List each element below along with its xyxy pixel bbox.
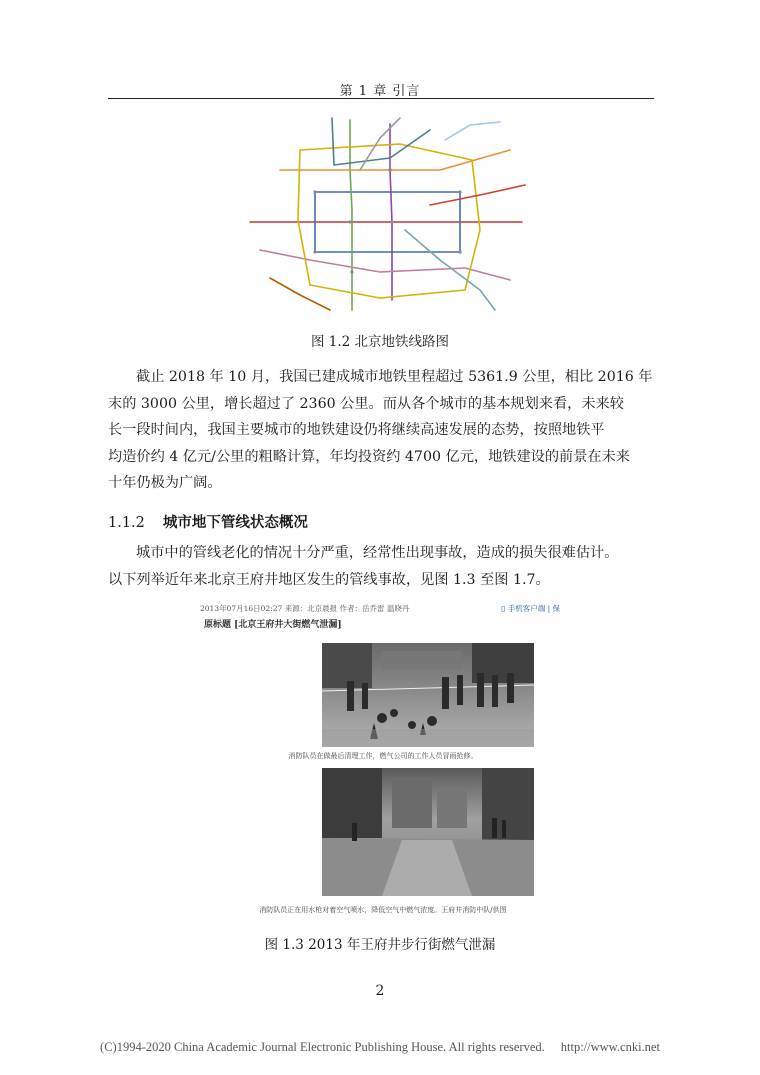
paragraph-pipeline-status — [108, 540, 654, 593]
paragraph-line: 城市中的管线老化的情况十分严重，经常性出现事故，造成的损失很难估计。 — [136, 545, 619, 561]
mobile-client-link — [501, 603, 560, 614]
news-original-title: 原标题 [北京王府井大街燃气泄漏] — [204, 620, 342, 630]
paragraph-line: 以下列举近年来北京王府井地区发生的管线事故，见图 1.3 至图 1.7。 — [108, 571, 550, 588]
section-title: 城市地下管线状态概况 — [162, 515, 308, 531]
footer-url[interactable]: http://www.cnki.net — [560, 1040, 660, 1054]
footer-copyright: (C)1994-2020 China Academic Journal Electronic Publishing House. All rights reserved. — [100, 1040, 545, 1054]
page-number: 2 — [375, 983, 385, 999]
beijing-subway-map-image — [240, 110, 530, 315]
news-meta — [200, 603, 566, 614]
gas-leak-cleanup-photo — [322, 643, 534, 747]
street-water-spray-photo — [322, 768, 534, 896]
paragraph-line: 末的 3000 公里，增长超过了 2360 公里。而从各个城市的基本规划来看，未来较 — [108, 395, 624, 412]
running-header: 第 1 章 引言 — [339, 84, 421, 99]
photo1-caption: 消防队员在做最后清理工作，燃气公司的工作人员冒雨抢修。 — [288, 752, 478, 760]
figure-1-3-caption: 图 1.3 2013 年王府井步行街燃气泄漏 — [264, 937, 496, 953]
paragraph-line: 截止 2018 年 10 月，我国已建成城市地铁里程超过 5361.9 公里，相比 2016 年 — [136, 369, 653, 385]
header-rule — [108, 98, 654, 99]
news-meta-text: 2013年07月16日02:27 来源：北京晨报 作者：岳乔雷 温晓丹 — [200, 604, 410, 613]
paragraph-line: 十年仍极为广阔。 — [108, 475, 222, 491]
paragraph-line: 均造价约 4 亿元/公里的粗略计算，年均投资约 4700 亿元，地铁建设的前景在未来 — [108, 448, 630, 465]
photo2-caption: 消防队员正在用水枪对着空气喷水，降低空气中燃气浓度。王府井消防中队/供图 — [259, 906, 507, 914]
news-clipping-figure — [200, 603, 566, 925]
section-number: 1.1.2 — [108, 515, 145, 531]
mobile-client-label: 手机客户端 | 保 — [507, 604, 560, 613]
cnki-footer — [0, 1040, 760, 1055]
phone-icon: ▯ — [501, 604, 506, 613]
paragraph-line: 长一段时间内，我国主要城市的地铁建设仍将继续高速发展的态势，按照地铁平 — [108, 422, 605, 438]
paragraph-subway-growth — [108, 364, 654, 497]
section-heading — [108, 511, 308, 532]
figure-1-2-caption: 图 1.2 北京地铁线路图 — [310, 334, 450, 350]
